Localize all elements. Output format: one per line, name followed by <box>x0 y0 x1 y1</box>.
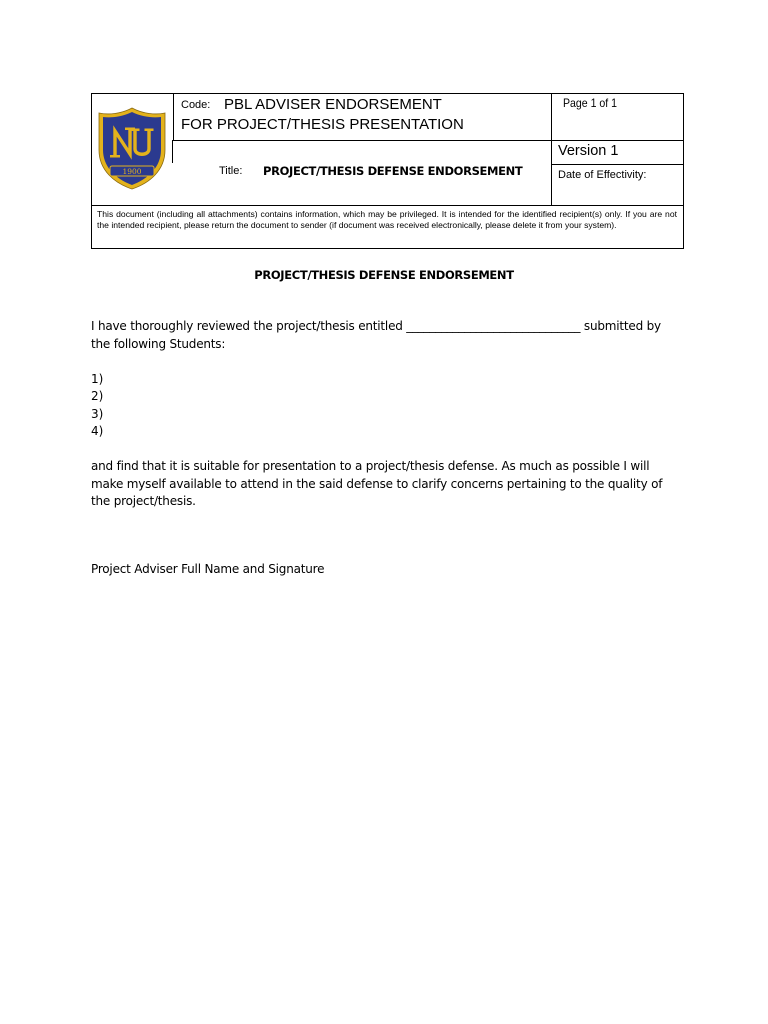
title-label: Title: <box>219 165 243 177</box>
student-item-1: 1) <box>91 372 104 386</box>
right-column-divider <box>551 93 552 205</box>
review-paragraph: I have thoroughly reviewed the project/thesis entitled ______________________________ submitted by the following Students: <box>91 319 661 351</box>
table-border-top <box>91 93 684 94</box>
version-label: Version 1 <box>558 143 619 159</box>
page-number: Page 1 of 1 <box>563 96 618 110</box>
form-code-line1: PBL ADVISER ENDORSEMENT <box>224 96 442 113</box>
confidentiality-notice: This document (including all attachments) contains information, which may be privileged. It is intended for the identified recipient(s) only. If you are not the intended recipient, please return the document to sender (if document was received electronically, please delete it from your system). <box>97 209 677 231</box>
form-code-line2: FOR PROJECT/THESIS PRESENTATION <box>181 116 464 133</box>
table-border-bottom <box>91 248 684 249</box>
student-item-2: 2) <box>91 389 104 404</box>
logo-divider-lower <box>172 140 173 163</box>
student-item-4: 4) <box>91 423 104 438</box>
code-label: Code: <box>181 99 211 111</box>
notice-divider <box>91 205 684 206</box>
logo-divider-upper <box>173 93 174 140</box>
logo-year: 1900 <box>122 167 142 176</box>
table-border-left <box>91 93 92 249</box>
student-item-3: 3) <box>91 406 104 421</box>
title-value: PROJECT/THESIS DEFENSE ENDORSEMENT <box>263 164 523 178</box>
university-logo <box>96 106 168 190</box>
table-border-right <box>683 93 684 249</box>
signature-label: Project Adviser Full Name and Signature <box>91 562 325 576</box>
student-list <box>91 371 103 440</box>
row-divider-mid <box>173 140 684 141</box>
endorsement-paragraph: and find that it is suitable for presentation to a project/thesis defense. As much as possible I will make myself available to attend in the said defense to clarify concerns pertaining to the quality of the project/thesis. <box>91 459 663 508</box>
date-of-effectivity-label: Date of Effectivity: <box>558 169 647 181</box>
version-divider <box>551 164 684 165</box>
document-heading: PROJECT/THESIS DEFENSE ENDORSEMENT <box>254 268 514 282</box>
